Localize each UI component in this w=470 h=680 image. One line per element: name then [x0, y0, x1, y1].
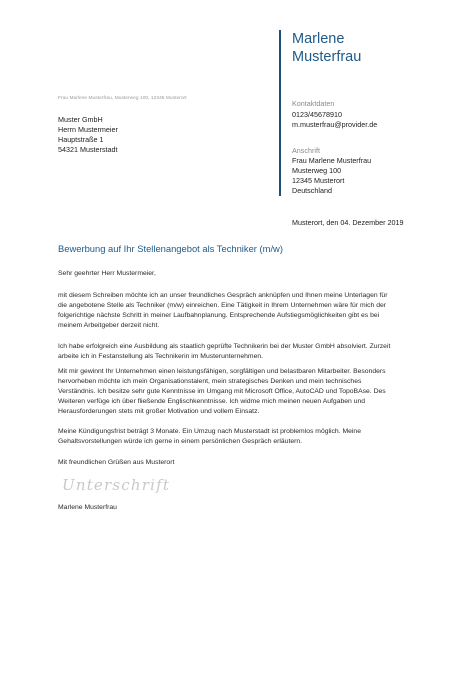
signer-name: Marlene Musterfrau — [58, 504, 117, 511]
recipient-line: Herrn Mustermeier — [58, 125, 118, 134]
applicant-name — [292, 30, 462, 66]
paragraph-line: Ich habe erfolgreich eine Ausbildung als staatlich geprüfte Technikerin bei der Muster GmbH absolviert. Zurzeit — [58, 343, 391, 350]
name-first: Marlene — [292, 31, 345, 47]
phone-number: 0123/45678910 — [292, 110, 342, 119]
recipient-address — [58, 115, 118, 155]
recipient-line: Muster GmbH — [58, 115, 103, 124]
email-address: m.musterfrau@provider.de — [292, 120, 378, 129]
address-line: Musterweg 100 — [292, 166, 342, 175]
paragraph-line: Weiteren verfüge ich über fließende Englischkenntnisse. Ich widme mich meinen neuen Aufgaben und — [58, 397, 366, 405]
address-heading: Anschrift — [292, 146, 320, 155]
paragraph-line: folgerichtige nächste Schritt in meiner Laufbahnplanung. Entsprechende Aufstiegsmöglichkeiten gibt es bei — [58, 311, 380, 319]
name-last: Musterfrau — [292, 49, 362, 65]
salutation: Sehr geehrter Herr Mustermeier, — [58, 270, 156, 277]
paragraph-line: Verständnis. Ich besitze sehr gute Kenntnisse im Umgang mit Microsoft Office, AutoCAD und TopoBAse. Des — [58, 387, 386, 395]
letter-date: Musterort, den 04. Dezember 2019 — [292, 218, 404, 227]
paragraph-line: Mit mir gewinnt Ihr Unternehmen einen leistungsfähigen, sorgfältigen und belastbaren Mitarbeiter. Besonders — [58, 368, 386, 375]
paragraph-line: mit diesem Schreiben möchte ich an unser freundliches Gespräch anknüpfen und Ihnen meine Unterlagen für — [58, 292, 388, 299]
body-paragraph — [58, 427, 418, 447]
paragraph-line: Meine Kündigungsfrist beträgt 3 Monate. Ein Umzug nach Musterstadt ist problemlos möglich. Meine — [58, 428, 361, 435]
address-line: Deutschland — [292, 186, 332, 195]
paragraph-line: Herausforderungen stets mit großer Motivation und vollem Einsatz. — [58, 407, 260, 415]
letter-subject: Bewerbung auf Ihr Stellenangebot als Techniker (m/w) — [58, 243, 283, 254]
paragraph-line: hervorheben möchte ich mein Organisationstalent, mein strategisches Denken und mein technisches — [58, 377, 362, 385]
address-line: Frau Marlene Musterfrau — [292, 156, 372, 165]
header-accent-bar — [279, 30, 281, 196]
body-paragraph — [58, 342, 418, 362]
body-paragraph — [58, 367, 418, 417]
recipient-line: 54321 Musterstadt — [58, 145, 118, 154]
paragraph-line: die angebotene Stelle als Techniker (m/w) einreichen. Eine Tätigkeit in Ihrem Unternehmen wäre für mich der — [58, 301, 387, 309]
sender-address — [292, 156, 371, 196]
closing-line: Mit freundlichen Grüßen aus Musterort — [58, 459, 175, 466]
paragraph-line: meinem Arbeitgeber derzeit nicht. — [58, 321, 160, 329]
paragraph-line: arbeite ich in Festanstellung als Technikerin im Musterunternehmen. — [58, 352, 264, 360]
address-line: 12345 Musterort — [292, 176, 345, 185]
sender-return-line: Frau Marlene Musterfrau, Musterweg 100, 12345 Musterort — [58, 96, 187, 101]
paragraph-line: Gehaltsvorstellungen würde ich gerne in einem persönlichen Gespräch erläutern. — [58, 437, 303, 445]
body-paragraph — [58, 291, 418, 331]
signature-placeholder: Unterschrift — [62, 476, 171, 494]
contact-details — [292, 110, 377, 130]
contact-heading: Kontaktdaten — [292, 99, 335, 108]
recipient-line: Hauptstraße 1 — [58, 135, 104, 144]
